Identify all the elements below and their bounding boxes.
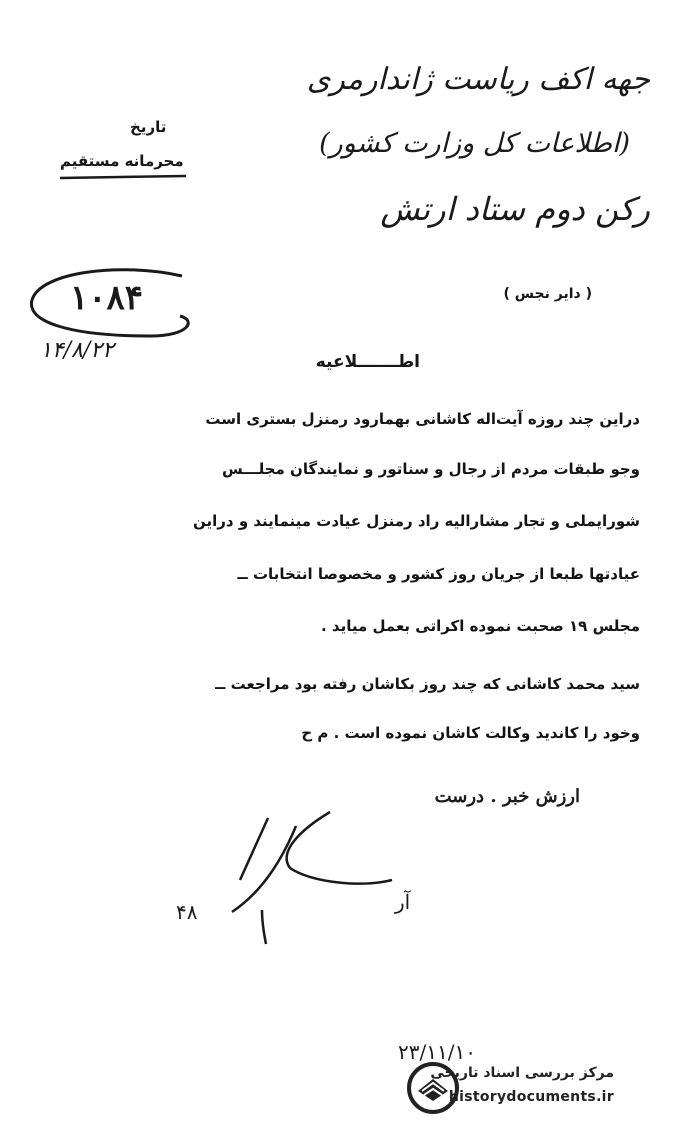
- handwritten-addressee-line2: (اطلاعات کل وزارت کشور): [319, 128, 630, 159]
- body-line-4: عیادتها طبعا از جریان روز کشور و مخصوصا انتخابات ــ: [237, 565, 640, 583]
- book-seal-icon: [406, 1061, 460, 1115]
- watermark-url: historydocuments.ir: [448, 1089, 614, 1105]
- registration-date: ۱۴/۸/۲۲: [40, 338, 114, 363]
- body-line-1: دراین چند روزه آیت‌اله کاشانی بهمارود رمنزل بستری است: [205, 410, 640, 428]
- margin-note-right: آر: [395, 890, 411, 914]
- watermark-title: مرکز بررسی اسناد تاریخی: [430, 1065, 614, 1081]
- signature-note: ارزش خبر . درست: [434, 786, 580, 807]
- bottom-date: ۲۳/۱۱/۱۰: [398, 1040, 476, 1064]
- body-line-5: مجلس ۱۹ صحبت نموده اکراتی بعمل میاید .: [321, 617, 640, 635]
- date-label: تاریخ: [130, 118, 167, 136]
- body-line-2: وجو طبقات مردم از رجال و سناتور و نمایندگان مجلـــس: [221, 460, 640, 478]
- handwritten-addressee-line1: جهه اکف ریاست ژاندارمری: [306, 62, 650, 97]
- document-title: اطـــــــلاعیه: [315, 352, 420, 372]
- registration-number: ۱۰۸۴: [70, 278, 144, 318]
- body-para2-line-2: وخود را کاندید وکالت کاشان نموده است . م ح: [301, 724, 640, 742]
- handwritten-addressee-line3: رکن دوم ستاد ارتش: [380, 190, 650, 228]
- body-para2-line-1: سید محمد کاشانی که چند روز بکاشان رفته بود مراجعت ــ: [215, 675, 640, 693]
- body-line-3: شورایملی و تجار مشارالیه راد رمنزل عیادت مینمایند و دراین: [193, 512, 640, 530]
- classification-label: محرمانه مستقیم: [60, 152, 184, 170]
- source-label: ( دایر نجس ): [503, 286, 592, 302]
- watermark: [406, 1059, 676, 1117]
- margin-note-left: ۴۸: [176, 900, 198, 924]
